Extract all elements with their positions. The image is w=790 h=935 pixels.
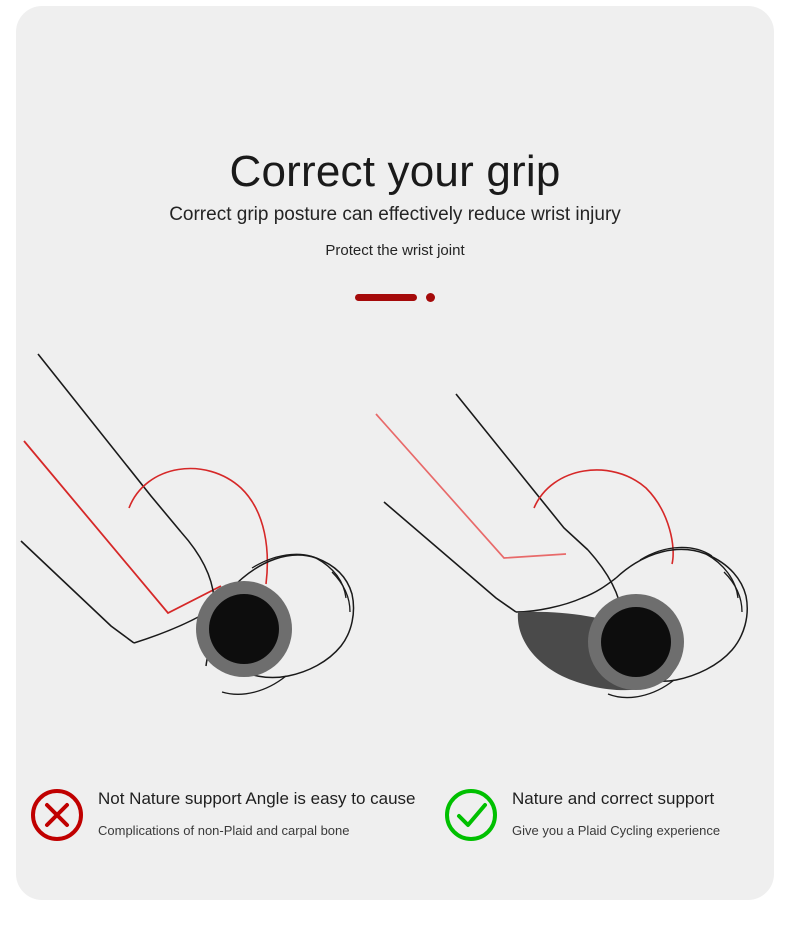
footer-text-correct bbox=[512, 786, 790, 842]
check-circle-icon bbox=[444, 788, 498, 842]
divider-dot bbox=[426, 293, 435, 302]
info-card bbox=[16, 6, 774, 900]
left-hand-diagram bbox=[21, 354, 354, 694]
divider-bar bbox=[355, 294, 417, 301]
footer-item-correct bbox=[444, 768, 774, 878]
footer-line1: Not Nature support Angle is easy to cause bbox=[98, 789, 416, 808]
right-grip-core bbox=[601, 607, 671, 677]
subtitle-secondary: Protect the wrist joint bbox=[325, 242, 465, 259]
footer-line2: Give you a Plaid Cycling experience bbox=[512, 823, 721, 838]
grip-comparison-illustration bbox=[16, 336, 774, 756]
grip-illustration-svg bbox=[16, 336, 774, 756]
footer-line2: Complications of non-Plaid and carpal bone bbox=[98, 823, 350, 838]
subtitle-primary: Correct grip posture can effectively reduce wrist injury bbox=[169, 204, 621, 225]
page-title: Correct your grip bbox=[229, 147, 561, 197]
accent-divider bbox=[16, 284, 774, 310]
footer-item-incorrect bbox=[30, 768, 416, 878]
footer-line1: Nature and correct support bbox=[512, 789, 715, 808]
comparison-footer bbox=[16, 768, 774, 878]
right-hand-diagram bbox=[376, 394, 747, 698]
left-grip-core bbox=[209, 594, 279, 664]
cross-circle-icon bbox=[30, 788, 84, 842]
footer-text-incorrect bbox=[98, 786, 416, 842]
